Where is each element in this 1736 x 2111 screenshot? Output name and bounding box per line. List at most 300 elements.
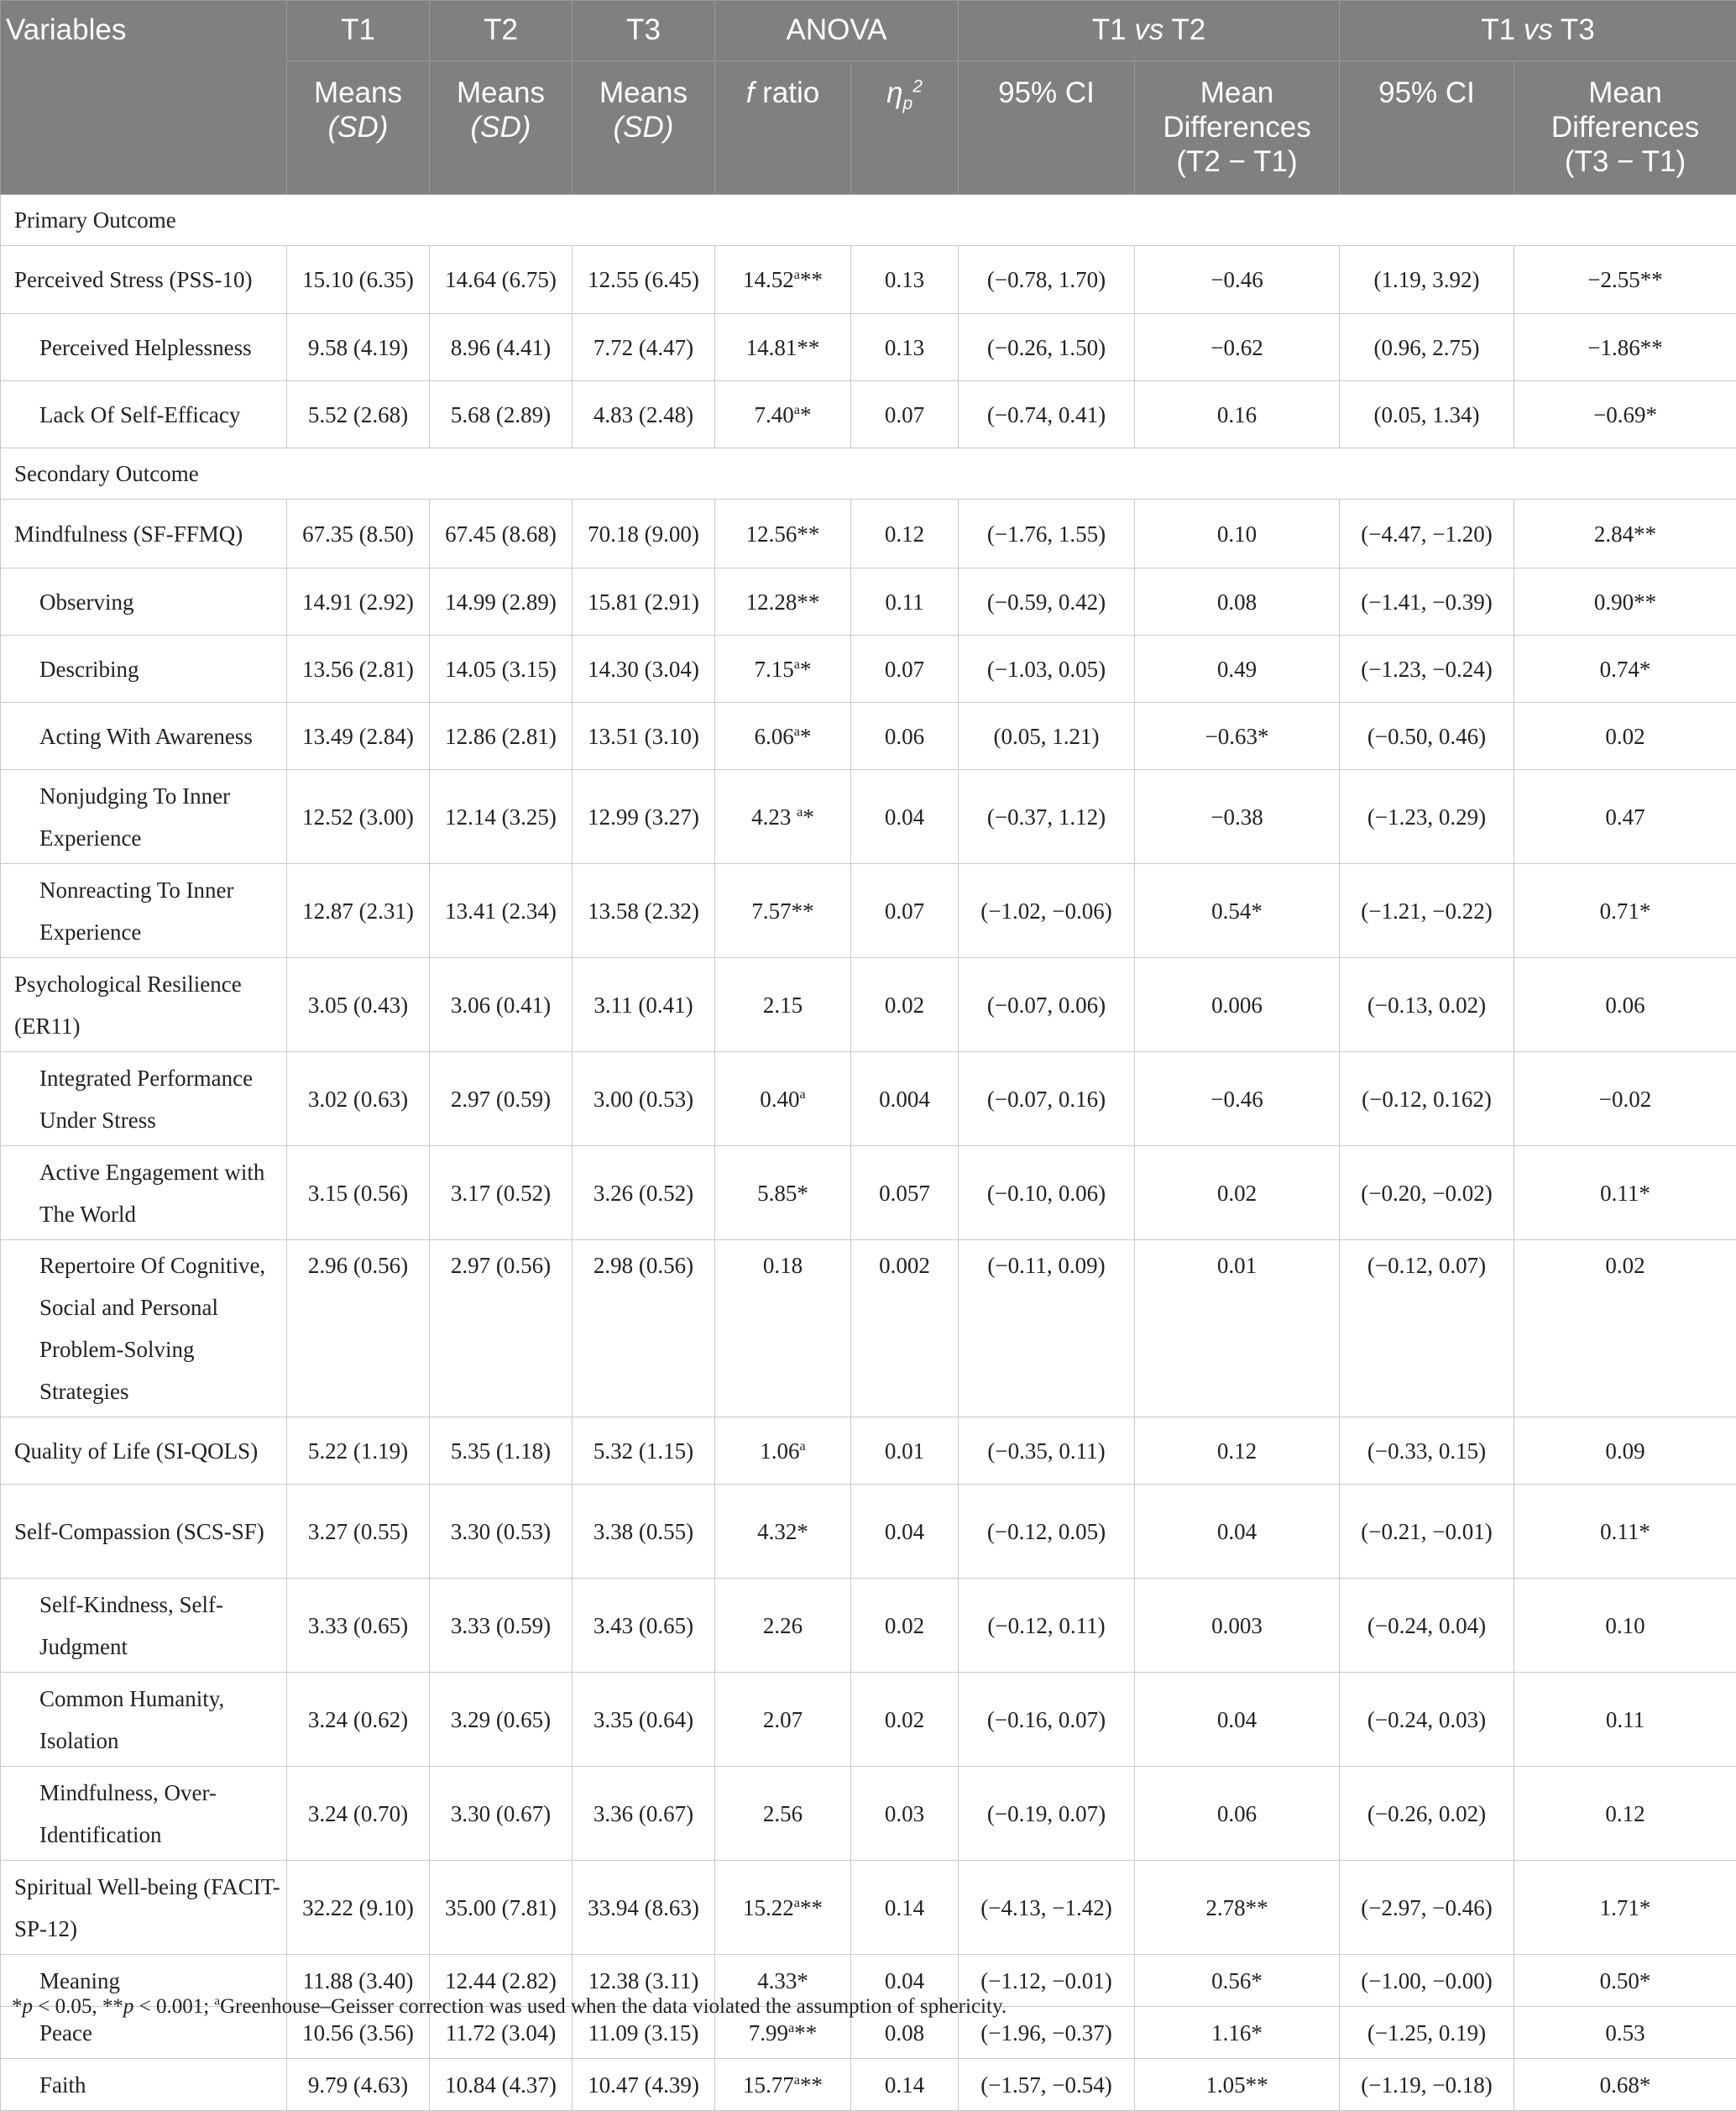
eta-value: 0.057 xyxy=(851,1146,959,1240)
f-ratio xyxy=(715,1485,851,1579)
f-ratio xyxy=(715,770,851,864)
f-value: 2.26 xyxy=(763,1613,803,1638)
md-t2: 0.003 xyxy=(1135,1579,1340,1673)
variable-name: Integrated Performance Under Stress xyxy=(1,1052,287,1146)
f-value: 7.57 xyxy=(751,898,791,924)
md-t3: 1.71* xyxy=(1514,1861,1736,1955)
md-t3: −0.02 xyxy=(1514,1052,1736,1146)
t3-value: 13.51 (3.10) xyxy=(573,703,715,770)
t1-value: 3.27 (0.55) xyxy=(287,1485,430,1579)
variable-name: Faith xyxy=(1,2059,287,2111)
t1-value: 3.24 (0.70) xyxy=(287,1767,430,1861)
t1-value: 12.52 (3.00) xyxy=(287,770,430,864)
t2-value: 14.05 (3.15) xyxy=(430,636,573,703)
f-ratio xyxy=(715,500,851,568)
variable-name: Nonreacting To Inner Experience xyxy=(1,864,287,958)
variable-name: Perceived Stress (PSS-10) xyxy=(1,246,287,314)
f-value: 2.07 xyxy=(763,1707,803,1732)
table-row xyxy=(1,381,1736,448)
table-row xyxy=(1,1417,1736,1485)
f-ratio xyxy=(715,381,851,448)
eta-value: 0.13 xyxy=(851,314,959,381)
ci-t3: (−0.50, 0.46) xyxy=(1340,703,1514,770)
ci-t2: (−0.37, 1.12) xyxy=(959,770,1135,864)
t1-value: 3.05 (0.43) xyxy=(287,958,430,1052)
f-ratio xyxy=(715,703,851,770)
t3-value: 7.72 (4.47) xyxy=(573,314,715,381)
t2-value: 12.44 (2.82) xyxy=(430,1955,573,2007)
col-header-t3: T3 xyxy=(573,1,715,61)
significance-stars: ** xyxy=(800,267,823,292)
f-value: 6.06 xyxy=(755,724,794,749)
md-t3: 0.50* xyxy=(1514,1955,1736,2007)
table-row xyxy=(1,1579,1736,1673)
col-header-f-ratio: f ratio xyxy=(715,61,851,195)
f-value: 4.32 xyxy=(757,1519,797,1544)
md-t3: 0.74* xyxy=(1514,636,1736,703)
section-row xyxy=(1,448,1736,500)
eta-value: 0.04 xyxy=(851,770,959,864)
md-t2: −0.46 xyxy=(1135,246,1340,314)
f-value: 4.23 xyxy=(751,804,797,830)
t1-value: 3.24 (0.62) xyxy=(287,1673,430,1767)
t1-value: 15.10 (6.35) xyxy=(287,246,430,314)
significance-stars: * xyxy=(800,724,812,749)
table-row xyxy=(1,958,1736,1052)
f-value: 12.28 xyxy=(746,589,797,615)
table-row xyxy=(1,770,1736,864)
t3-value: 3.35 (0.64) xyxy=(573,1673,715,1767)
md-t2: 0.04 xyxy=(1135,1673,1340,1767)
f-ratio xyxy=(715,636,851,703)
ci-t2: (−0.19, 0.07) xyxy=(959,1767,1135,1861)
ci-t2: (−0.35, 0.11) xyxy=(959,1417,1135,1485)
t3-value: 10.47 (4.39) xyxy=(573,2059,715,2111)
section-row xyxy=(1,195,1736,246)
ci-t3: (1.19, 3.92) xyxy=(1340,246,1514,314)
col-header-md-t3: Mean Differences (T3 − T1) xyxy=(1514,61,1736,195)
t2-value: 5.68 (2.89) xyxy=(430,381,573,448)
md-t3: 0.02 xyxy=(1514,703,1736,770)
f-ratio xyxy=(715,1240,851,1417)
variable-name: Repertoire Of Cognitive, Social and Personal Problem-Solving Strategies xyxy=(1,1240,287,1417)
t2-value: 2.97 (0.59) xyxy=(430,1052,573,1146)
ci-t3: (−0.21, −0.01) xyxy=(1340,1485,1514,1579)
t1-value: 13.49 (2.84) xyxy=(287,703,430,770)
md-t3: 0.11 xyxy=(1514,1673,1736,1767)
table-header xyxy=(1,1,1736,195)
col-header-md-t2: Mean Differences (T2 − T1) xyxy=(1135,61,1340,195)
col-header-ci-t3: 95% CI xyxy=(1340,61,1514,195)
table-row xyxy=(1,1146,1736,1240)
t2-value: 13.41 (2.34) xyxy=(430,864,573,958)
variable-name: Self-Compassion (SCS-SF) xyxy=(1,1485,287,1579)
variable-name: Active Engagement with The World xyxy=(1,1146,287,1240)
significance-stars: * xyxy=(800,657,812,682)
md-t3: 0.90** xyxy=(1514,568,1736,636)
t1-value: 14.91 (2.92) xyxy=(287,568,430,636)
table-row xyxy=(1,636,1736,703)
ci-t2: (−0.10, 0.06) xyxy=(959,1146,1135,1240)
col-header-t3-means: Means (SD) xyxy=(573,61,715,195)
t1-value: 13.56 (2.81) xyxy=(287,636,430,703)
ci-t3: (−4.47, −1.20) xyxy=(1340,500,1514,568)
ci-t2: (−0.12, 0.11) xyxy=(959,1579,1135,1673)
ci-t3: (−0.12, 0.162) xyxy=(1340,1052,1514,1146)
eta-value: 0.14 xyxy=(851,2059,959,2111)
t2-value: 3.29 (0.65) xyxy=(430,1673,573,1767)
eta-value: 0.02 xyxy=(851,958,959,1052)
variable-name: Observing xyxy=(1,568,287,636)
md-t3: 0.71* xyxy=(1514,864,1736,958)
significance-stars: * xyxy=(797,1968,808,1993)
f-ratio xyxy=(715,1579,851,1673)
t1-value: 11.88 (3.40) xyxy=(287,1955,430,2007)
greenhouse-geisser-mark: a xyxy=(800,1087,806,1102)
t1-value: 9.79 (4.63) xyxy=(287,2059,430,2111)
eta-value: 0.04 xyxy=(851,1955,959,2007)
f-ratio xyxy=(715,1146,851,1240)
t3-value: 13.58 (2.32) xyxy=(573,864,715,958)
md-t3: 0.47 xyxy=(1514,770,1736,864)
t2-value: 3.06 (0.41) xyxy=(430,958,573,1052)
variable-name: Mindfulness, Over-Identification xyxy=(1,1767,287,1861)
table-row xyxy=(1,1673,1736,1767)
eta-value: 0.002 xyxy=(851,1240,959,1417)
md-t3: 0.11* xyxy=(1514,1146,1736,1240)
t1-value: 3.02 (0.63) xyxy=(287,1052,430,1146)
f-value: 14.81 xyxy=(746,335,797,360)
ci-t2: (0.05, 1.21) xyxy=(959,703,1135,770)
f-ratio xyxy=(715,864,851,958)
t2-value: 12.14 (3.25) xyxy=(430,770,573,864)
significance-stars: ** xyxy=(797,335,819,360)
significance-stars: ** xyxy=(797,589,819,615)
table-row xyxy=(1,1485,1736,1579)
t3-value: 70.18 (9.00) xyxy=(573,500,715,568)
md-t2: 0.08 xyxy=(1135,568,1340,636)
md-t3: 0.10 xyxy=(1514,1579,1736,1673)
col-header-t1-means: Means (SD) xyxy=(287,61,430,195)
ci-t3: (−0.12, 0.07) xyxy=(1340,1240,1514,1417)
eta-value: 0.07 xyxy=(851,636,959,703)
md-t2: 0.12 xyxy=(1135,1417,1340,1485)
significance-stars: * xyxy=(797,1519,808,1544)
f-value: 4.33 xyxy=(757,1968,797,1993)
t3-value: 3.38 (0.55) xyxy=(573,1485,715,1579)
greenhouse-geisser-mark: a xyxy=(800,1438,806,1454)
f-value: 5.85 xyxy=(757,1181,797,1206)
md-t3: 0.11* xyxy=(1514,1485,1736,1579)
variable-name: Nonjudging To Inner Experience xyxy=(1,770,287,864)
t2-value: 67.45 (8.68) xyxy=(430,500,573,568)
f-ratio xyxy=(715,246,851,314)
ci-t3: (−0.24, 0.04) xyxy=(1340,1579,1514,1673)
t1-value: 10.56 (3.56) xyxy=(287,2007,430,2059)
md-t2: 0.54* xyxy=(1135,864,1340,958)
t3-value: 14.30 (3.04) xyxy=(573,636,715,703)
eta-value: 0.13 xyxy=(851,246,959,314)
variable-name: Psychological Resilience (ER11) xyxy=(1,958,287,1052)
f-value: 7.40 xyxy=(755,402,794,427)
greenhouse-geisser-mark: a xyxy=(794,657,800,672)
ci-t3: (−0.33, 0.15) xyxy=(1340,1417,1514,1485)
t3-value: 12.99 (3.27) xyxy=(573,770,715,864)
ci-t2: (−1.76, 1.55) xyxy=(959,500,1135,568)
t3-value: 3.26 (0.52) xyxy=(573,1146,715,1240)
f-ratio xyxy=(715,958,851,1052)
greenhouse-geisser-mark: a xyxy=(794,724,800,739)
table-row xyxy=(1,568,1736,636)
ci-t3: (0.96, 2.75) xyxy=(1340,314,1514,381)
ci-t2: (−0.26, 1.50) xyxy=(959,314,1135,381)
t1-value: 3.15 (0.56) xyxy=(287,1146,430,1240)
ci-t2: (−0.11, 0.09) xyxy=(959,1240,1135,1417)
ci-t3: (−1.21, −0.22) xyxy=(1340,864,1514,958)
f-value: 2.56 xyxy=(763,1801,803,1826)
greenhouse-geisser-mark: a xyxy=(794,2072,800,2087)
table-row xyxy=(1,246,1736,314)
md-t2: 1.16* xyxy=(1135,2007,1340,2059)
f-ratio xyxy=(715,568,851,636)
greenhouse-geisser-mark: a xyxy=(788,2020,794,2035)
ci-t2: (−1.02, −0.06) xyxy=(959,864,1135,958)
significance-stars: * xyxy=(803,804,814,830)
f-value: 15.22 xyxy=(743,1895,794,1920)
ci-t2: (−0.74, 0.41) xyxy=(959,381,1135,448)
t3-value: 11.09 (3.15) xyxy=(573,2007,715,2059)
md-t2: 0.16 xyxy=(1135,381,1340,448)
variable-name: Quality of Life (SI-QOLS) xyxy=(1,1417,287,1485)
eta-value: 0.08 xyxy=(851,2007,959,2059)
f-value: 14.52 xyxy=(743,267,794,292)
table-body xyxy=(1,195,1736,2111)
greenhouse-geisser-mark: a xyxy=(797,804,803,820)
md-t3: 0.53 xyxy=(1514,2007,1736,2059)
eta-value: 0.02 xyxy=(851,1579,959,1673)
significance-stars: ** xyxy=(800,2072,823,2098)
t3-value: 4.83 (2.48) xyxy=(573,381,715,448)
col-header-variables: Variables xyxy=(1,1,287,195)
ci-t2: (−4.13, −1.42) xyxy=(959,1861,1135,1955)
t2-value: 14.99 (2.89) xyxy=(430,568,573,636)
md-t3: 0.12 xyxy=(1514,1767,1736,1861)
t2-value: 10.84 (4.37) xyxy=(430,2059,573,2111)
variable-name: Meaning xyxy=(1,1955,287,2007)
md-t3: −2.55** xyxy=(1514,246,1736,314)
md-t2: −0.63* xyxy=(1135,703,1340,770)
eta-value: 0.04 xyxy=(851,1485,959,1579)
col-header-anova: ANOVA xyxy=(715,1,959,61)
t2-value: 3.30 (0.67) xyxy=(430,1767,573,1861)
f-ratio xyxy=(715,1052,851,1146)
variable-name: Lack Of Self-Efficacy xyxy=(1,381,287,448)
md-t2: 0.006 xyxy=(1135,958,1340,1052)
section-label: Secondary Outcome xyxy=(1,448,1736,500)
ci-t3: (−0.20, −0.02) xyxy=(1340,1146,1514,1240)
f-value: 12.56 xyxy=(746,521,797,547)
significance-stars: ** xyxy=(792,898,814,924)
variable-name: Perceived Helplessness xyxy=(1,314,287,381)
t1-value: 5.52 (2.68) xyxy=(287,381,430,448)
table-row xyxy=(1,703,1736,770)
eta-value: 0.03 xyxy=(851,1767,959,1861)
ci-t2: (−0.78, 1.70) xyxy=(959,246,1135,314)
md-t3: 2.84** xyxy=(1514,500,1736,568)
eta-value: 0.14 xyxy=(851,1861,959,1955)
eta-value: 0.11 xyxy=(851,568,959,636)
greenhouse-geisser-mark: a xyxy=(794,402,800,417)
md-t3: 0.68* xyxy=(1514,2059,1736,2111)
t2-value: 8.96 (4.41) xyxy=(430,314,573,381)
t1-value: 2.96 (0.56) xyxy=(287,1240,430,1417)
table-row xyxy=(1,500,1736,568)
t3-value: 3.00 (0.53) xyxy=(573,1052,715,1146)
ci-t3: (−1.00, −0.00) xyxy=(1340,1955,1514,2007)
table-row xyxy=(1,1861,1736,1955)
t2-value: 5.35 (1.18) xyxy=(430,1417,573,1485)
variable-name: Common Humanity, Isolation xyxy=(1,1673,287,1767)
f-value: 7.15 xyxy=(755,657,794,682)
md-t3: 0.09 xyxy=(1514,1417,1736,1485)
md-t2: −0.38 xyxy=(1135,770,1340,864)
ci-t3: (−1.25, 0.19) xyxy=(1340,2007,1514,2059)
ci-t3: (−0.24, 0.03) xyxy=(1340,1673,1514,1767)
t3-value: 33.94 (8.63) xyxy=(573,1861,715,1955)
f-value: 15.77 xyxy=(743,2072,794,2098)
f-value: 0.18 xyxy=(763,1253,803,1278)
md-t2: 0.10 xyxy=(1135,500,1340,568)
md-t3: −1.86** xyxy=(1514,314,1736,381)
eta-value: 0.02 xyxy=(851,1673,959,1767)
md-t2: 0.04 xyxy=(1135,1485,1340,1579)
t2-value: 3.17 (0.52) xyxy=(430,1146,573,1240)
significance-stars: ** xyxy=(797,521,819,547)
section-label: Primary Outcome xyxy=(1,195,1736,246)
ci-t2: (−0.16, 0.07) xyxy=(959,1673,1135,1767)
ci-t3: (−1.23, 0.29) xyxy=(1340,770,1514,864)
significance-stars: ** xyxy=(794,2020,817,2046)
md-t2: 0.02 xyxy=(1135,1146,1340,1240)
footnote: *p < 0.05, **p < 0.001; $^a$Greenhouse–Geisser correction was used when the data violated the assumption of sphericity. xyxy=(12,1995,1007,2019)
md-t2: 0.49 xyxy=(1135,636,1340,703)
ci-t2: (−1.03, 0.05) xyxy=(959,636,1135,703)
variable-name: Describing xyxy=(1,636,287,703)
col-header-eta: $\eta_p^2$ xyxy=(851,61,959,195)
t2-value: 11.72 (3.04) xyxy=(430,2007,573,2059)
md-t2: 0.56* xyxy=(1135,1955,1340,2007)
variable-name: Self-Kindness, Self-Judgment xyxy=(1,1579,287,1673)
t2-value: 2.97 (0.56) xyxy=(430,1240,573,1417)
md-t2: −0.46 xyxy=(1135,1052,1340,1146)
col-header-t1-vs-t2: T1 vs T2 xyxy=(959,1,1340,61)
md-t3: 0.02 xyxy=(1514,1240,1736,1417)
ci-t2: (−1.96, −0.37) xyxy=(959,2007,1135,2059)
significance-stars: * xyxy=(800,402,812,427)
f-ratio xyxy=(715,1767,851,1861)
col-header-t1: T1 xyxy=(287,1,430,61)
f-value: 0.40 xyxy=(760,1087,799,1112)
col-header-ci-t2: 95% CI xyxy=(959,61,1135,195)
t1-value: 5.22 (1.19) xyxy=(287,1417,430,1485)
variable-name: Mindfulness (SF-FFMQ) xyxy=(1,500,287,568)
t3-value: 3.43 (0.65) xyxy=(573,1579,715,1673)
t1-value: 32.22 (9.10) xyxy=(287,1861,430,1955)
t3-value: 12.55 (6.45) xyxy=(573,246,715,314)
f-ratio xyxy=(715,1673,851,1767)
eta-value: 0.07 xyxy=(851,864,959,958)
t3-value: 3.36 (0.67) xyxy=(573,1767,715,1861)
t2-value: 35.00 (7.81) xyxy=(430,1861,573,1955)
ci-t2: (−0.07, 0.06) xyxy=(959,958,1135,1052)
col-header-t2-means: Means (SD) xyxy=(430,61,573,195)
f-ratio xyxy=(715,314,851,381)
t2-value: 3.33 (0.59) xyxy=(430,1579,573,1673)
f-ratio xyxy=(715,2059,851,2111)
t1-value: 67.35 (8.50) xyxy=(287,500,430,568)
f-value: 1.06 xyxy=(760,1438,799,1464)
f-ratio xyxy=(715,1861,851,1955)
variable-name: Peace xyxy=(1,2007,287,2059)
table-row xyxy=(1,1767,1736,1861)
ci-t2: (−0.07, 0.16) xyxy=(959,1052,1135,1146)
f-value: 2.15 xyxy=(763,993,803,1018)
t3-value: 2.98 (0.56) xyxy=(573,1240,715,1417)
md-t3: −0.69* xyxy=(1514,381,1736,448)
eta-value: 0.12 xyxy=(851,500,959,568)
table-row xyxy=(1,2059,1736,2111)
col-header-t2: T2 xyxy=(430,1,573,61)
ci-t3: (−0.26, 0.02) xyxy=(1340,1767,1514,1861)
t1-value: 12.87 (2.31) xyxy=(287,864,430,958)
variable-name: Acting With Awareness xyxy=(1,703,287,770)
header-row-top xyxy=(1,1,1736,61)
table-row xyxy=(1,314,1736,381)
ci-t2: (−0.12, 0.05) xyxy=(959,1485,1135,1579)
ci-t2: (−1.12, −0.01) xyxy=(959,1955,1135,2007)
table-row xyxy=(1,864,1736,958)
col-header-t1-vs-t3: T1 vs T3 xyxy=(1340,1,1736,61)
t2-value: 12.86 (2.81) xyxy=(430,703,573,770)
t3-value: 15.81 (2.91) xyxy=(573,568,715,636)
eta-value: 0.06 xyxy=(851,703,959,770)
md-t2: −0.62 xyxy=(1135,314,1340,381)
ci-t3: (−1.19, −0.18) xyxy=(1340,2059,1514,2111)
ci-t2: (−0.59, 0.42) xyxy=(959,568,1135,636)
table-row xyxy=(1,1052,1736,1146)
significance-stars: ** xyxy=(800,1895,823,1920)
md-t3: 0.06 xyxy=(1514,958,1736,1052)
eta-value: 0.004 xyxy=(851,1052,959,1146)
ci-t3: (−1.41, −0.39) xyxy=(1340,568,1514,636)
eta-value: 0.07 xyxy=(851,381,959,448)
ci-t3: (−1.23, −0.24) xyxy=(1340,636,1514,703)
ci-t3: (−0.13, 0.02) xyxy=(1340,958,1514,1052)
t1-value: 9.58 (4.19) xyxy=(287,314,430,381)
md-t2: 2.78** xyxy=(1135,1861,1340,1955)
greenhouse-geisser-mark: a xyxy=(794,267,800,282)
t2-value: 3.30 (0.53) xyxy=(430,1485,573,1579)
md-t2: 1.05** xyxy=(1135,2059,1340,2111)
ci-t2: (−1.57, −0.54) xyxy=(959,2059,1135,2111)
variable-name: Spiritual Well-being (FACIT-SP-12) xyxy=(1,1861,287,1955)
t2-value: 14.64 (6.75) xyxy=(430,246,573,314)
t1-value: 3.33 (0.65) xyxy=(287,1579,430,1673)
md-t2: 0.01 xyxy=(1135,1240,1340,1417)
ci-t3: (−2.97, −0.46) xyxy=(1340,1861,1514,1955)
table-row xyxy=(1,1240,1736,1417)
f-value: 7.99 xyxy=(749,2020,788,2046)
